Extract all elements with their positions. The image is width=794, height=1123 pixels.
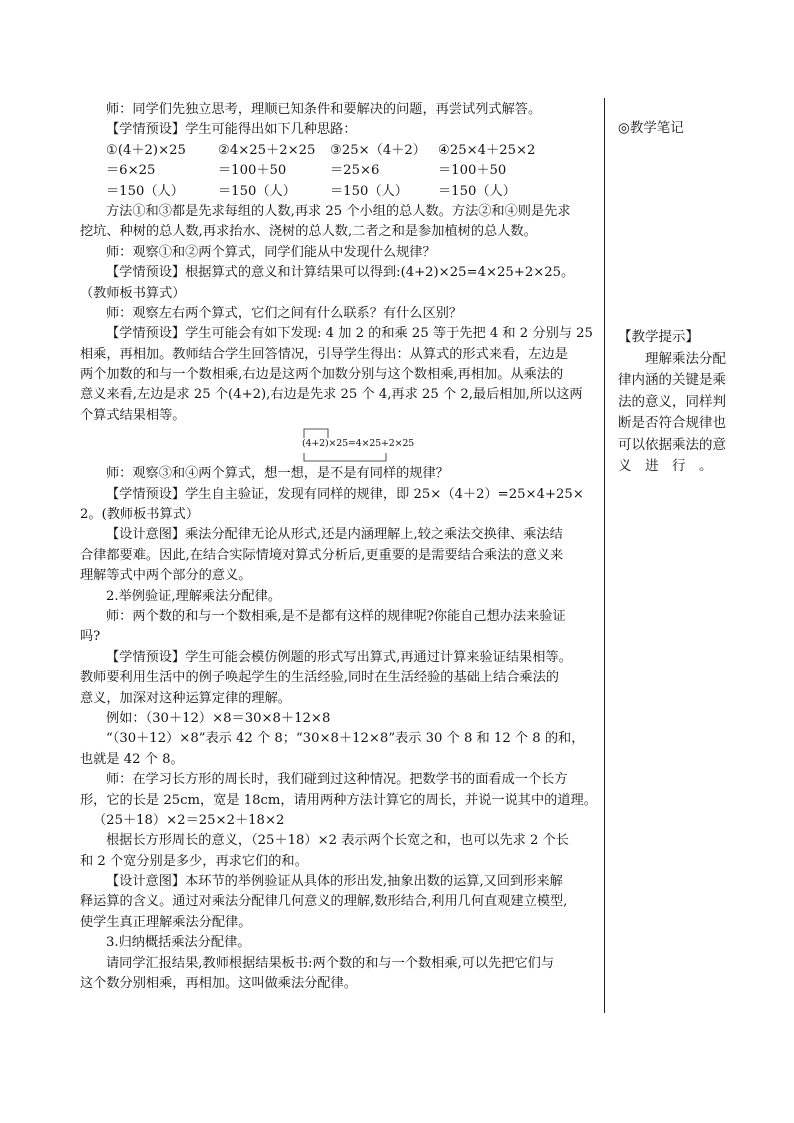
paragraph: 【设计意图】本环节的举例验证从具体的形出发,抽象出数的运算,又回到形来解 (106, 874, 563, 890)
section-heading: 2.举例验证,理解乘法分配律。 (106, 588, 282, 604)
paragraph: 吗? (80, 629, 101, 645)
teaching-tip (618, 327, 743, 478)
calc-cell: ①(4＋2)×25 (106, 142, 186, 158)
section-heading: 3.归纳概括乘法分配律。 (106, 935, 251, 951)
paragraph: 释运算的含义。通过对乘法分配律几何意义的理解,数形结合,利用几何直观建立模型, (80, 894, 568, 910)
paragraph: 根据长方形周长的意义，（25＋18）×2 表示两个长宽之和，也可以先求 2 个长 (106, 833, 569, 849)
paragraph: 相乘，再相加。教师结合学生回答情况，引导学生得出：从算式的形式来看，左边是 (80, 346, 568, 362)
paragraph: 形，它的长是 25cm，宽是 18cm，请用两种方法计算它的周长，并说一说其中的道理。 (80, 792, 597, 808)
lesson-body (80, 100, 600, 994)
distributive-formula-diagram (298, 426, 415, 464)
calc-cell: ②4×25＋2×25 (218, 142, 316, 158)
tip-title: 【教学提示】 (618, 329, 699, 345)
paragraph: “（30＋12）×8”表示 42 个 8；“30×8＋12×8”表示 30 个 8 和 12 个 8 的和， (106, 731, 585, 747)
tip-line: 义 进 行 。 (618, 458, 713, 474)
paragraph: 【学情预设】学生可能会模仿例题的形式写出算式,再通过计算来验证结果相等。 (106, 649, 572, 665)
paragraph: 师：在学习长方形的周长时，我们碰到过这种情况。把数学书的面看成一个长方 (106, 772, 568, 788)
calc-cell: ＝6×25 (106, 163, 156, 179)
calculation-table (80, 141, 600, 202)
paragraph: 【设计意图】乘法分配律无论从形式,还是内涵理解上,较之乘法交换律、乘法结 (106, 527, 563, 543)
paragraph: 【学情预设】根据算式的意义和计算结果可以得到:(4+2)×25=4×25+2×25。 (106, 265, 575, 281)
paragraph: 【学情预设】学生可能会有如下发现: 4 加 2 的和乘 25 等于先把 4 和 2 分别与 25 (106, 326, 593, 342)
calc-cell: ③25×（4＋2） (330, 142, 426, 158)
paragraph: 使学生真正理解乘法分配律。 (80, 914, 252, 930)
paragraph: 意义来看,左边是求 25 个(4+2),右边是先求 25 个 4,再求 25 个 2,最后相加,所以这两 (80, 387, 583, 403)
calc-cell: ＝150（人） (218, 183, 296, 199)
calc-cell: ＝150（人） (106, 183, 184, 199)
paragraph: 和 2 个宽分别是多少，再求它们的和。 (80, 853, 308, 869)
paragraph: 挖坑、种树的总人数,再求抬水、浇树的总人数,二者之和是参加植树的总人数。 (80, 224, 537, 240)
paragraph: 2。(教师板书算式） (80, 507, 200, 523)
calc-row (106, 161, 600, 181)
tip-line: 法的意义，同样判 (618, 393, 726, 410)
calc-cell: ＝25×6 (330, 163, 380, 179)
notes-title: ◎教学笔记 (618, 120, 684, 136)
calc-cell: ④25×4＋25×2 (438, 142, 536, 158)
tip-line: 律内涵的关键是乘 (618, 372, 726, 388)
tip-line: 可以依据乘法的意 (618, 436, 726, 453)
paragraph: 师：两个数的和与一个数相乘,是不是都有这样的规律呢?你能自己想办法来验证 (106, 608, 566, 624)
paragraph: 意义，加深对这种运算定律的理解。 (80, 690, 291, 706)
paragraph: 师：同学们先独立思考，理顺已知条件和要解决的问题，再尝试列式解答。 (106, 102, 542, 117)
teaching-notes-column (618, 118, 743, 140)
paragraph: 理解等式中两个部分的意义。 (80, 568, 252, 584)
paragraph: 两个加数的和与一个数相乘,右边是这两个加数分别与这个数相乘,再相加。从乘法的 (80, 367, 564, 383)
paragraph: 这个数分别相乘，再相加。这叫做乘法分配律。 (80, 976, 357, 992)
calc-cell: ＝150（人） (438, 183, 516, 199)
paragraph: 方法①和③都是先求每组的人数,再求 25 个小组的总人数。方法②和④则是先求 (106, 203, 571, 219)
paragraph: 师：观察①和②两个算式，同学们能从中发现什么规律？ (106, 244, 436, 260)
paragraph: 个算式结果相等。 (80, 407, 186, 423)
paragraph: 合律都要难。因此,在结合实际情境对算式分析后,更重要的是需要结合乘法的意义来 (80, 547, 564, 563)
paragraph: 也就是 42 个 8。 (80, 751, 184, 767)
calc-cell: ＝100＋50 (438, 163, 507, 179)
formula-text: (4+2)×25=4×25+2×25 (302, 438, 415, 450)
paragraph: 【学情预设】学生自主验证，发现有同样的规律，即 25×（4＋2）=25×4+25× (106, 486, 584, 502)
paragraph: 【学情预设】学生可能得出如下几种思路： (106, 122, 357, 138)
paragraph: 请同学汇报结果,教师根据结果板书:两个数的和与一个数相乘,可以先把它们与 (106, 955, 555, 971)
paragraph: （教师板书算式） (80, 285, 186, 301)
calc-row (106, 182, 600, 202)
paragraph: （25＋18）×2＝25×2＋18×2 (93, 812, 285, 828)
paragraph: 例如：（30＋12）×8＝30×8＋12×8 (106, 710, 331, 726)
tip-line: 理解乘法分配 (645, 350, 726, 367)
paragraph: 教师要利用生活中的例子唤起学生的生活经验,同时在生活经验的基础上结合乘法的 (80, 670, 559, 686)
calc-row (106, 141, 600, 161)
paragraph: 师：观察左右两个算式，它们之间有什么联系？有什么区别？ (106, 305, 463, 321)
paragraph: 师：观察③和④两个算式，想一想，是不是有同样的规律？ (106, 466, 449, 482)
column-divider (604, 98, 605, 1013)
calc-cell: ＝150（人） (330, 183, 408, 199)
tip-line: 断是否符合规律也 (618, 415, 726, 431)
calc-cell: ＝100＋50 (218, 163, 287, 179)
